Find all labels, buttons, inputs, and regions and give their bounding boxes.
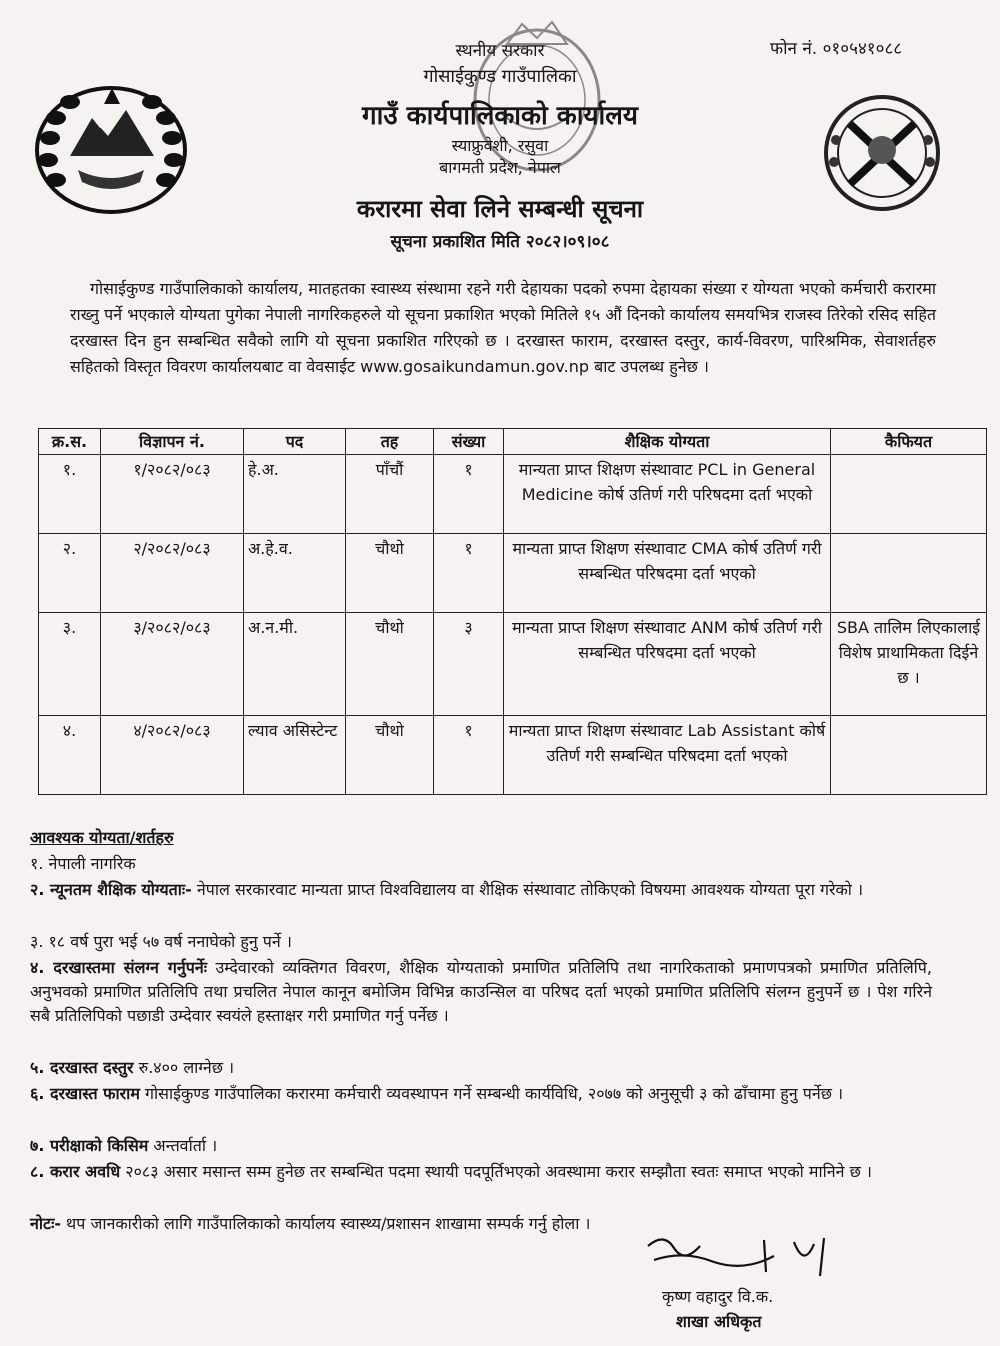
requirement-text: रु.४०० लाग्नेछ । xyxy=(133,1058,235,1077)
cell-adv-no: ४/२०८२/०८३ xyxy=(101,716,244,795)
cell-post: ल्याव असिस्टेन्ट xyxy=(244,716,346,795)
cell-count: ३ xyxy=(434,613,504,716)
cell-level: चौथो xyxy=(346,613,434,716)
publish-date: सूचना प्रकाशित मिति २०८२।०९।०८ xyxy=(390,232,610,252)
header-municipality: गोसाईकुण्ड गाउँपालिका xyxy=(423,66,577,87)
signatory-designation: शाखा अधिकृत xyxy=(676,1312,762,1331)
cell-count: १ xyxy=(434,716,504,795)
requirement-text: २०८३ असार मसान्त सम्म हुनेछ तर सम्बन्धित पदमा स्थायी पदपूर्तिभएको अवस्थामा करार सम्झौता स्वतः समाप्त भएको मानिने छ । xyxy=(120,1162,872,1181)
requirement-item xyxy=(30,930,932,954)
phone-number: फोन नं. ०१०५४१०८८ xyxy=(770,39,903,59)
handwritten-signature xyxy=(644,1232,844,1282)
cell-sn: ४. xyxy=(39,716,101,795)
col-header-sn: क्र.स. xyxy=(39,429,101,455)
intro-text: गोसाईकुण्ड गाउँपालिकाको कार्यालय, मातहतका स्वास्थ्य संस्थामा रहने गरी देहायका पदको रुपमा देहायका संख्या र योग्यता भएको कर्मचारी करारमा राख्नु पर्ने भएकाले योग्यता पुगेका नेपाली नागरिकहरुले यो सूचना प्रकाशित भएको मितिले १५ औं दिनको कार्यालय समयभित्र राजस्व तिरेको रसिद सहित दरखास्त दिन हुन सम्बन्धित सवैको लागि यो सूचना प्रकाशित गरिएको छ । दरखास्त फाराम, दरखास्त दस्तुर, कार्य-विवरण, पारिश्रमिक, सेवाशर्तहरु सहितको विस्तृत विवरण कार्यालयबाट वा वेवसाईट www.gosaikundamun.gov.np बाट उपलब्ध हुनेछ । xyxy=(70,279,936,376)
requirement-text: उम्देवारको व्यक्तिगत विवरण, शैक्षिक योग्यताको प्रमाणित प्रतिलिपि तथा नागरिकताको प्रमाणपत्रको प्रमाणित प्रतिलिपि, अनुभवको प्रमाणित प्रतिलिपि तथा प्रचलित नेपाल कानून बमोजिम विभिन्न काउन्सिल वा परिषद दर्ता भएको प्रमाणित प्रतिलिपि संलग्न हुनुपर्ने छ । पेश गरिने सबै प्रतिलिपिको पछाडी उम्देवार स्वयंले हस्ताक्षर गरी प्रमाणित गर्नु पर्नेछ । xyxy=(30,958,932,1025)
requirement-item xyxy=(30,878,932,902)
table-header-row xyxy=(39,429,987,455)
cell-remarks xyxy=(831,716,987,795)
header-local-government: स्थनीय सरकार xyxy=(455,41,545,61)
cell-level: चौथो xyxy=(346,534,434,613)
note-label: नोटः- xyxy=(30,1214,61,1233)
col-header-level: तह xyxy=(346,429,434,455)
cell-level: पाँचौं xyxy=(346,455,434,534)
requirements-title: आवश्यक योग्यता/शर्तहरु xyxy=(30,828,174,847)
requirement-item xyxy=(30,852,932,876)
cell-qualification: मान्यता प्राप्त शिक्षण संस्थावाट CMA कोर्ष उतिर्ण गरी सम्बन्धित परिषदमा दर्ता भएको xyxy=(504,534,831,613)
requirement-text: गोसाईकुण्ड गाउँपालिका करारमा कर्मचारी व्यवस्थापन गर्ने सम्बन्धी कार्यविधि, २०७७ को अनुसूची ३ को ढाँचामा हुनु पर्नेछ । xyxy=(139,1084,844,1103)
requirement-item xyxy=(30,1134,932,1158)
cell-post: हे.अ. xyxy=(244,455,346,534)
col-header-count: संख्या xyxy=(434,429,504,455)
cell-qualification: मान्यता प्राप्त शिक्षण संस्थावाट ANM कोर्ष उतिर्ण गरी सम्बन्धित परिषदमा दर्ता भएको xyxy=(504,613,831,716)
cell-remarks xyxy=(831,534,987,613)
table-row xyxy=(39,613,987,716)
cell-post: अ.न.मी. xyxy=(244,613,346,716)
table-row xyxy=(39,534,987,613)
requirement-label: २. न्यूनतम शैक्षिक योग्यताः- xyxy=(30,880,192,899)
cell-remarks: SBA तालिम लिएकालाई विशेष प्राथामिकता दिईने छ । xyxy=(831,613,987,716)
requirement-item xyxy=(30,1082,932,1106)
cell-adv-no: ३/२०८२/०८३ xyxy=(101,613,244,716)
cell-sn: २. xyxy=(39,534,101,613)
cell-count: १ xyxy=(434,455,504,534)
col-header-remarks: कैफियत xyxy=(831,429,987,455)
requirement-text: अन्तर्वार्ता । xyxy=(148,1136,218,1155)
cell-sn: ३. xyxy=(39,613,101,716)
requirement-label: ५. दरखास्त दस्तुर xyxy=(30,1058,134,1077)
requirement-text: १. नेपाली नागरिक xyxy=(30,854,136,873)
cell-adv-no: १/२०८२/०८३ xyxy=(101,455,244,534)
requirement-label: ७. परीक्षाको किसिम xyxy=(30,1136,149,1155)
cell-adv-no: २/२०८२/०८३ xyxy=(101,534,244,613)
notice-title: करारमा सेवा लिने सम्बन्धी सूचना xyxy=(356,195,644,223)
requirement-item xyxy=(30,956,932,1028)
cell-post: अ.हे.व. xyxy=(244,534,346,613)
requirement-text: नेपाल सरकारवाट मान्यता प्राप्त विश्वविद्यालय वा शैक्षिक संस्थावाट तोकिएको विषयमा आवश्यक योग्यता पूरा गरेको । xyxy=(191,880,864,899)
table-row xyxy=(39,716,987,795)
table-row xyxy=(39,455,987,534)
requirement-text: ३. १८ वर्ष पुरा भई ५७ वर्ष ननाघेको हुनु पर्ने । xyxy=(30,932,292,951)
posts-table xyxy=(38,428,987,795)
cell-level: चौथो xyxy=(346,716,434,795)
cell-count: १ xyxy=(434,534,504,613)
col-header-post: पद xyxy=(244,429,346,455)
cell-sn: १. xyxy=(39,455,101,534)
note-text: थप जानकारीको लागि गाउँपालिकाको कार्यालय स्वास्थ्य/प्रशासन शाखामा सम्पर्क गर्नु होला । xyxy=(60,1214,591,1233)
requirement-label: ४. दरखास्तमा संलग्न गर्नुपर्नेः xyxy=(30,958,207,977)
cell-qualification: मान्यता प्राप्त शिक्षण संस्थावाट Lab Assistant कोर्ष उतिर्ण गरी सम्बन्धित परिषदमा दर्ता भएको xyxy=(504,716,831,795)
intro-paragraph xyxy=(70,276,936,380)
cell-qualification: मान्यता प्राप्त शिक्षण संस्थावाट PCL in General Medicine कोर्ष उतिर्ण गरी परिषदमा दर्ता भएको xyxy=(504,455,831,534)
signatory-name: कृष्ण वहादुर वि.क. xyxy=(662,1287,774,1306)
requirement-item xyxy=(30,1056,932,1080)
header-location: स्याफ्रुवेशी, रसुवा xyxy=(451,136,549,155)
requirement-label: ६. दरखास्त फाराम xyxy=(30,1084,140,1103)
requirement-item xyxy=(30,1160,932,1184)
cell-remarks xyxy=(831,455,987,534)
header-office-name: गाउँ कार्यपालिकाको कार्यालय xyxy=(362,101,638,131)
col-header-adv-no: विज्ञापन नं. xyxy=(101,429,244,455)
col-header-qualification: शैक्षिक योग्यता xyxy=(504,429,831,455)
header-province: बागमती प्रदेश, नेपाल xyxy=(439,158,561,177)
requirement-label: ८. करार अवधि xyxy=(30,1162,121,1181)
